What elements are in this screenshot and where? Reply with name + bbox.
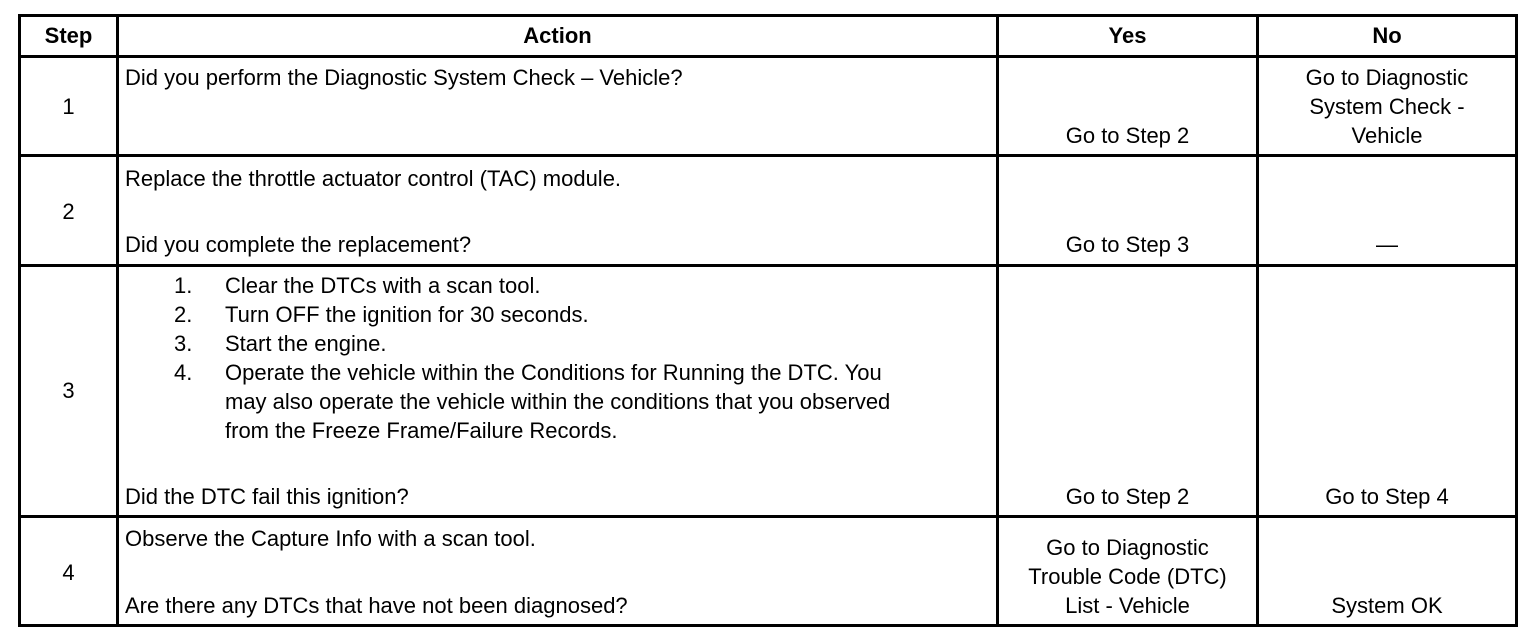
yes-cell: Go to Step 2 (1065, 123, 1190, 148)
action-question: Are there any DTCs that have not been diagnosed? (125, 593, 628, 618)
list-item-number: 2. (174, 302, 193, 327)
yes-cell: Go to Step 2 (1065, 484, 1190, 509)
step-number: 4 (62, 560, 75, 585)
action-question: Did you complete the replacement? (125, 232, 472, 257)
step-number: 3 (62, 378, 75, 403)
list-item-text: Start the engine. (225, 331, 387, 356)
list-item-text: Turn OFF the ignition for 30 seconds. (225, 302, 589, 327)
grid-line (18, 154, 1518, 157)
action-text: Observe the Capture Info with a scan tool. (125, 526, 536, 551)
no-cell-line: System Check - (1309, 94, 1465, 119)
grid-line (18, 515, 1518, 518)
action-text: Did you perform the Diagnostic System Check – Vehicle? (125, 65, 683, 90)
grid-line (1515, 14, 1518, 627)
no-cell-line: Go to Diagnostic (1305, 65, 1469, 90)
list-item-text: from the Freeze Frame/Failure Records. (225, 418, 618, 443)
grid-line (18, 55, 1518, 58)
no-cell: System OK (1331, 593, 1443, 618)
list-item-text: may also operate the vehicle within the conditions that you observed (225, 389, 891, 414)
yes-cell: Go to Step 3 (1065, 232, 1190, 257)
header-no: No (1372, 23, 1402, 48)
header-step: Step (44, 23, 93, 48)
yes-cell-line: Go to Diagnostic (1046, 535, 1209, 560)
step-number: 1 (62, 94, 75, 119)
list-item-number: 1. (174, 273, 193, 298)
action-question: Did the DTC fail this ignition? (125, 484, 409, 509)
header-yes: Yes (1108, 23, 1147, 48)
action-text: Replace the throttle actuator control (TAC) module. (125, 166, 622, 191)
no-cell: Go to Step 4 (1325, 484, 1449, 509)
no-cell-line: Vehicle (1351, 123, 1423, 148)
yes-cell-line: List - Vehicle (1065, 593, 1190, 618)
header-action: Action (523, 23, 592, 48)
grid-line (116, 14, 119, 627)
yes-cell-line: Trouble Code (DTC) (1028, 564, 1227, 589)
grid-line (18, 14, 1518, 17)
grid-line (18, 264, 1518, 267)
list-item-number: 3. (174, 331, 193, 356)
diagnostic-table (18, 14, 1518, 627)
list-item-text: Operate the vehicle within the Conditions for Running the DTC. You (225, 360, 882, 385)
no-cell: — (1376, 232, 1398, 257)
step-number: 2 (62, 199, 75, 224)
list-item-number: 4. (174, 360, 193, 385)
list-item-text: Clear the DTCs with a scan tool. (225, 273, 541, 298)
grid-line (18, 624, 1518, 627)
